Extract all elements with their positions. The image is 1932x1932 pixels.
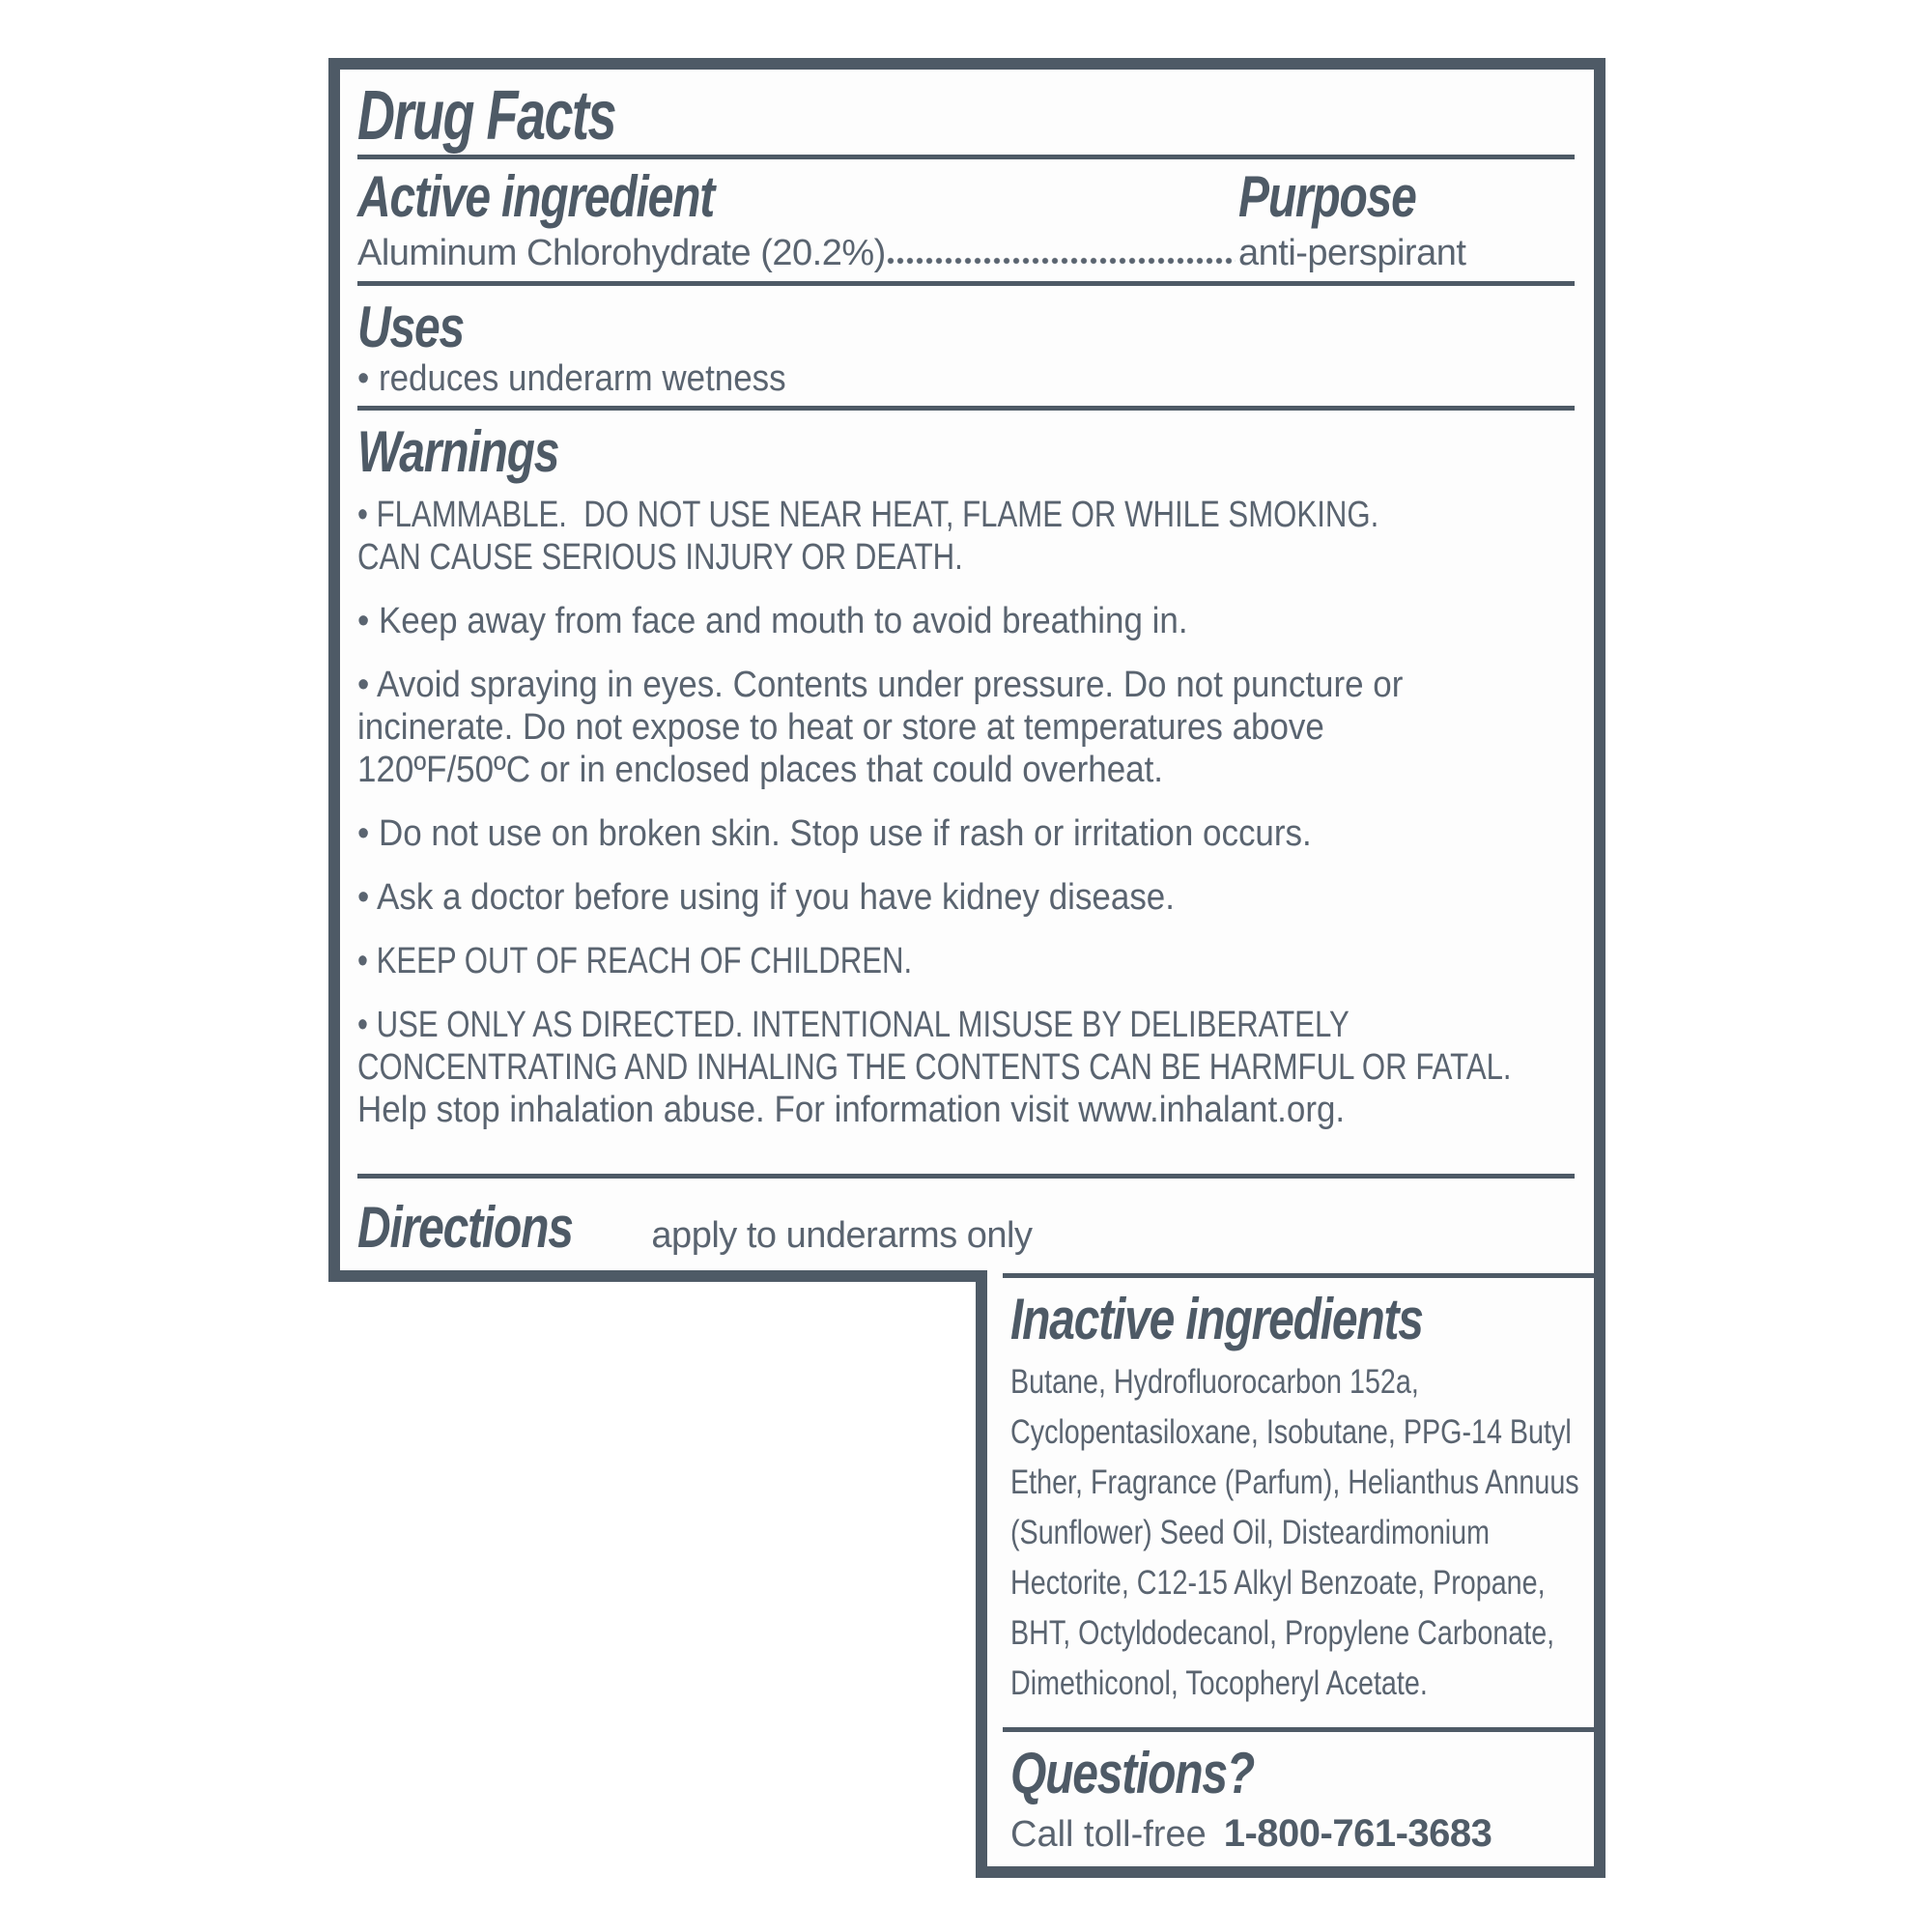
inactive-ingredients-line: Dimethiconol, Tocopheryl Acetate. [1010,1664,1428,1702]
inactive-ingredients-heading: Inactive ingredients [1010,1287,1423,1351]
drug-facts-main-panel [328,58,1605,1282]
active-ingredient-cell [357,231,1238,275]
toll-free-number: 1-800-761-3683 [1223,1812,1492,1855]
warning-line: CAN CAUSE SERIOUS INJURY OR DEATH. [357,537,963,578]
drug-facts-side-panel [976,1270,1605,1878]
warning-line: 120ºF/50ºC or in enclosed places that could overheat. [357,750,1164,790]
warning-item-keep-out-of-reach [357,940,1575,982]
warning-line: • KEEP OUT OF REACH OF CHILDREN. [357,941,913,981]
directions-text: apply to underarms only [651,1215,1033,1256]
section-divider [357,406,1575,411]
warning-item-keep-away [357,600,1575,642]
warning-line: • Do not use on broken skin. Stop use if rash or irritation occurs. [357,813,1312,854]
warning-line: Help stop inhalation abuse. For information visit www.inhalant.org. [357,1090,1346,1130]
section-divider [357,155,1575,159]
uses-heading: Uses [357,295,464,359]
section-divider [1003,1727,1594,1732]
questions-call-row [1010,1811,1594,1857]
uses-item: • reduces underarm wetness [357,358,786,399]
warning-item-flammable [357,494,1575,579]
warning-line: incinerate. Do not expose to heat or store at temperatures above [357,707,1324,748]
section-divider [1003,1273,1594,1278]
inactive-ingredients-line: Hectorite, C12-15 Alkyl Benzoate, Propane, [1010,1564,1546,1602]
warning-item-use-only-as-directed [357,1004,1575,1131]
warning-item-ask-doctor [357,876,1575,919]
warning-item-avoid-spraying [357,664,1575,791]
warning-line: • FLAMMABLE. DO NOT USE NEAR HEAT, FLAME OR WHILE SMOKING. [357,495,1379,535]
warning-line: • USE ONLY AS DIRECTED. INTENTIONAL MISUSE BY DELIBERATELY [357,1005,1350,1045]
page-title: Drug Facts [357,77,616,155]
warnings-list [357,494,1575,1131]
active-ingredient-name: Aluminum Chlorohydrate (20.2%) [357,233,886,273]
label-border-segment [328,1270,987,1282]
warning-line: • Keep away from face and mouth to avoid breathing in. [357,601,1188,641]
inactive-ingredients-line: (Sunflower) Seed Oil, Disteardimonium [1010,1514,1491,1551]
warning-line: • Avoid spraying in eyes. Contents under pressure. Do not puncture or [357,665,1404,705]
purpose-heading: Purpose [1238,164,1416,229]
directions-row [357,1195,1575,1260]
active-ingredient-heading: Active ingredient [357,164,715,229]
directions-heading: Directions [357,1195,573,1260]
inactive-ingredients-line: BHT, Octyldodecanol, Propylene Carbonate, [1010,1614,1555,1652]
warning-line: • Ask a doctor before using if you have kidney disease. [357,877,1175,918]
inactive-ingredients-line: Cyclopentasiloxane, Isobutane, PPG-14 Butyl [1010,1413,1572,1451]
warnings-heading: Warnings [357,419,559,484]
section-divider [357,1174,1575,1179]
active-ingredient-row [357,231,1575,275]
inactive-ingredients-line: Butane, Hydrofluorocarbon 152a, [1010,1363,1419,1401]
warning-line: CONCENTRATING AND INHALING THE CONTENTS CAN BE HARMFUL OR FATAL. [357,1047,1512,1088]
dot-leader [887,255,1236,267]
inactive-ingredients-list [1003,1357,1594,1709]
active-ingredient-header-row [357,164,1575,229]
warning-item-broken-skin [357,812,1575,855]
section-divider [357,281,1575,286]
purpose-value: anti-perspirant [1238,233,1466,273]
questions-heading: Questions? [1010,1741,1255,1805]
call-toll-free-text: Call toll-free [1010,1814,1207,1855]
inactive-ingredients-line: Ether, Fragrance (Parfum), Helianthus Annuus [1010,1463,1579,1501]
